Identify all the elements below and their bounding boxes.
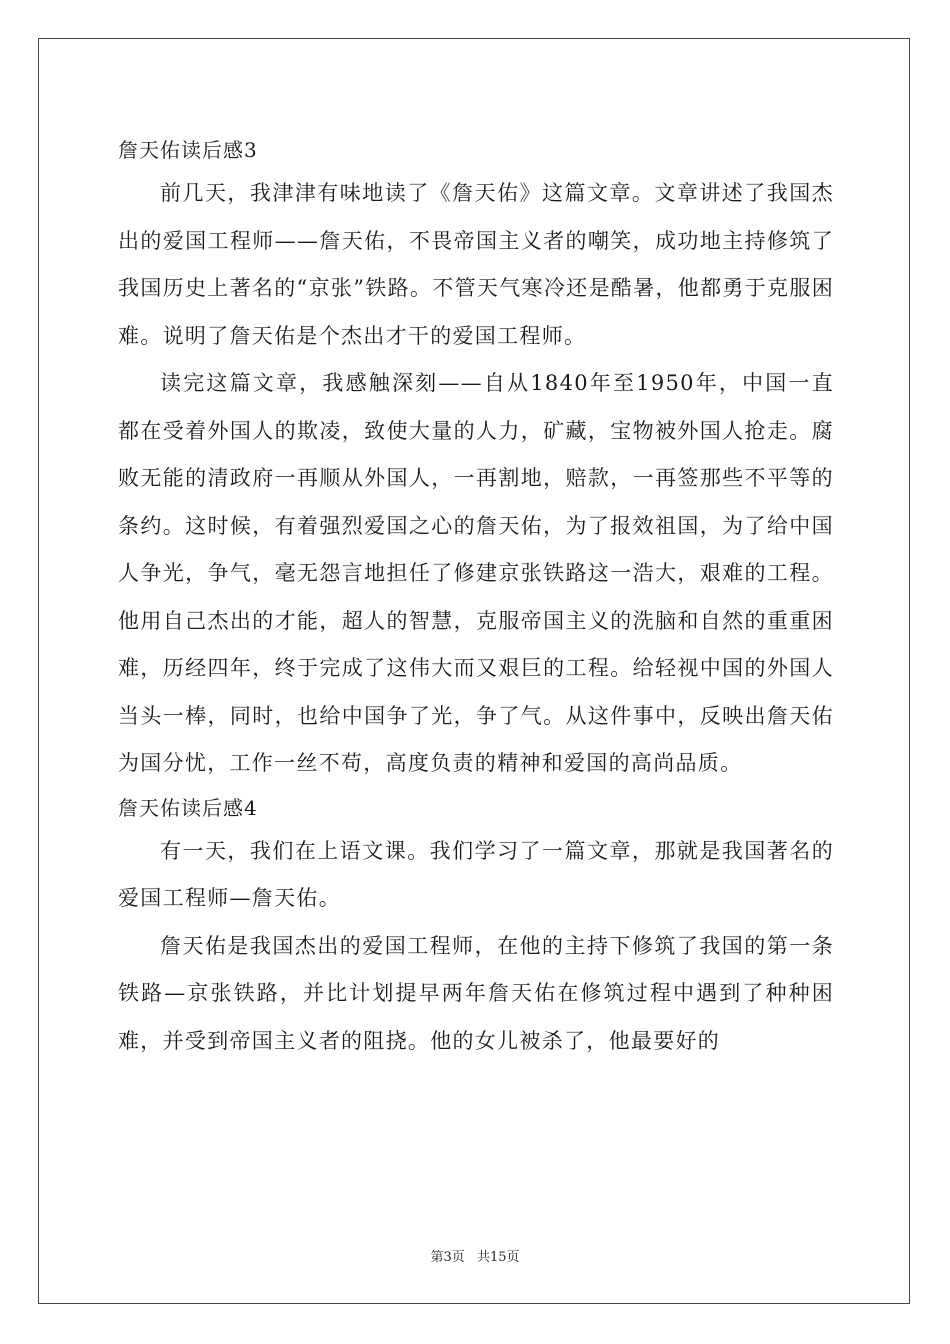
section-title-4: 詹天佑读后感4 [118, 795, 258, 820]
paragraph: 读完这篇文章，我感触深刻——自从1840年至1950年，中国一直都在受着外国人的欺凌，致使大量的人力，矿藏，宝物被外国人抢走。腐败无能的清政府一再顺从外国人，一再割地，赔款，一再签那些不平等的条约。这时候，有着强烈爱国之心的詹天佑，为了报效祖国，为了给中国人争光，争气，毫无怨言地担任了修建京张铁路这一浩大，艰难的工程。他用自己杰出的才能，超人的智慧，克服帝国主义的洗脑和自然的重重困难，历经四年，终于完成了这伟大而又艰巨的工程。给轻视中国的外国人当头一棒，同时，也给中国争了光，争了气。从这件事中，反映出詹天佑为国分忧，工作一丝不苟，高度负责的精神和爱国的高尚品质。 [118, 371, 834, 775]
section-title-3: 詹天佑读后感3 [118, 138, 258, 162]
document-body [118, 130, 834, 1065]
page-total: 共15页 [476, 1250, 520, 1265]
paragraph: 詹天佑是我国杰出的爱国工程师，在他的主持下修筑了我国的第一条铁路—京张铁路，并比计划提早两年詹天佑在修筑过程中遇到了种种困难，并受到帝国主义者的阻挠。他的女儿被杀了，他最要好的 [118, 933, 834, 1053]
page-footer [0, 1246, 950, 1265]
paragraph: 有一天，我们在上语文课。我们学习了一篇文章，那就是我国著名的爱国工程师—詹天佑。 [118, 838, 834, 910]
page-number: 第3页 [430, 1250, 465, 1265]
paragraph: 前几天，我津津有味地读了《詹天佑》这篇文章。文章讲述了我国杰出的爱国工程师——詹天佑，不畏帝国主义者的嘲笑，成功地主持修筑了我国历史上著名的“京张”铁路。不管天气寒冷还是酷暑，他都勇于克服困难。说明了詹天佑是个杰出才干的爱国工程师。 [118, 181, 834, 348]
